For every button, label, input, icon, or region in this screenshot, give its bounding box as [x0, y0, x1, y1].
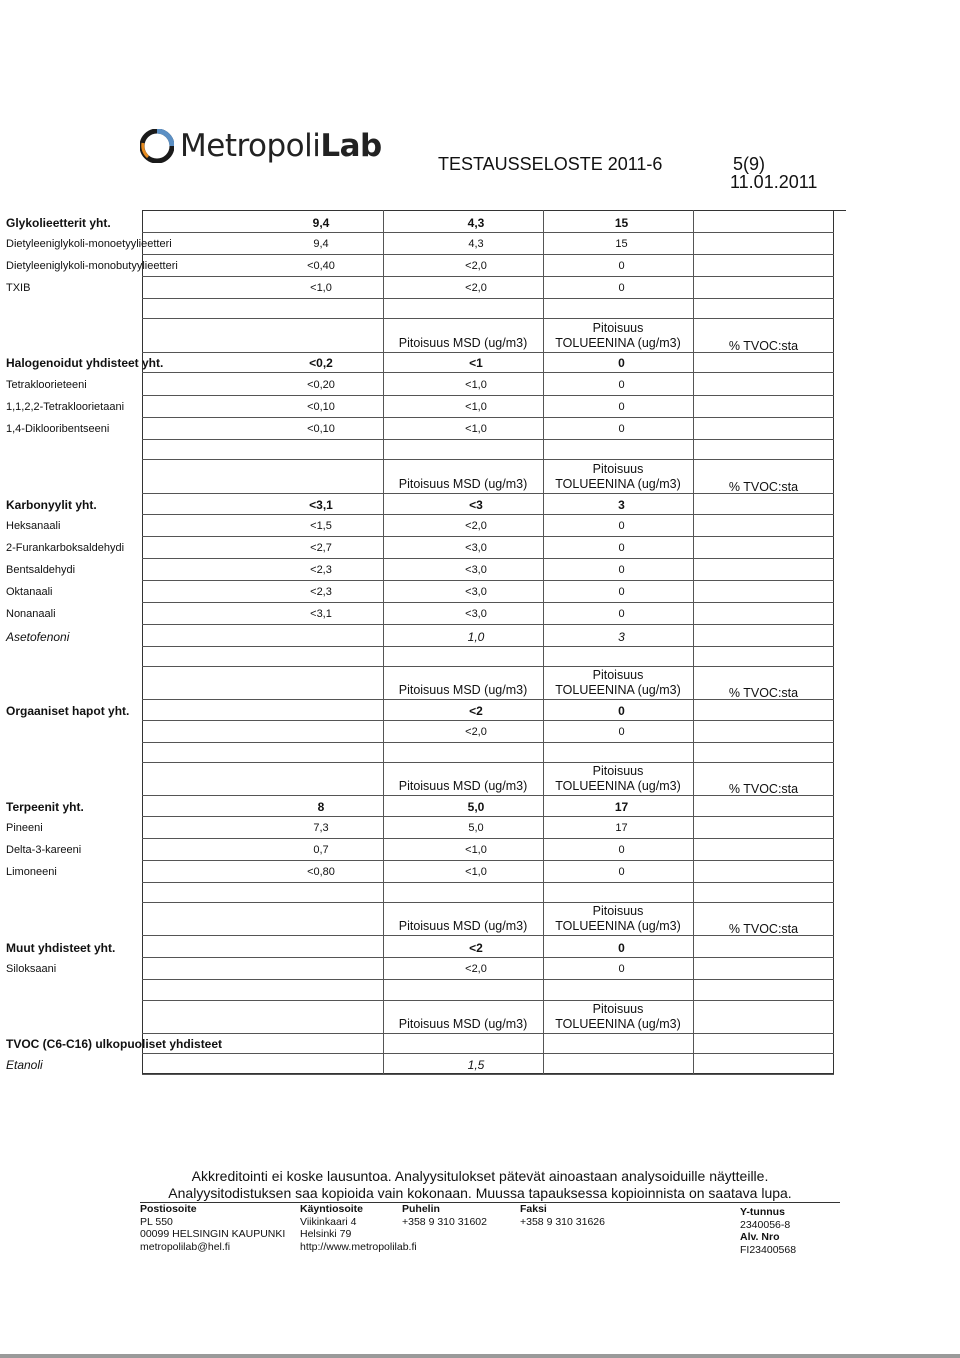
value-tvoc-percent: 17: [614, 800, 629, 814]
table-top-extension: [834, 210, 846, 211]
header-toluene-line1: Pitoisuus: [592, 321, 644, 335]
header-msd: Pitoisuus MSD (ug/m3): [398, 477, 528, 491]
row-divider: [142, 1074, 834, 1075]
header-toluene-line2: TOLUEENINA (ug/m3): [555, 477, 681, 491]
value-tvoc-percent: 15: [615, 238, 628, 250]
value-tvoc-percent: 0: [618, 586, 625, 598]
compound-name: Muut yhdisteet yht.: [6, 941, 116, 955]
column-divider: [383, 460, 384, 493]
value-toluene: <2,0: [465, 260, 487, 272]
value-toluene: <2: [469, 941, 483, 955]
compound-name: Orgaaniset hapot yht.: [6, 704, 130, 718]
compound-name: Oktanaali: [6, 586, 53, 598]
row-divider: [142, 439, 834, 440]
column-divider: [693, 935, 694, 957]
compound-name: Limoneeni: [6, 866, 57, 878]
value-tvoc-percent: 0: [618, 282, 625, 294]
compound-name: 2-Furankarboksaldehydi: [6, 542, 125, 554]
compound-name: Tetrakloorieteeni: [6, 379, 87, 391]
row-divider: [142, 602, 834, 603]
value-msd: <3,1: [310, 608, 332, 620]
row-divider: [142, 957, 834, 958]
column-divider: [383, 742, 384, 762]
column-divider: [383, 860, 384, 882]
column-divider: [543, 372, 544, 395]
column-divider: [383, 395, 384, 417]
row-divider: [142, 646, 834, 647]
value-msd: 9,4: [313, 238, 329, 250]
column-divider: [543, 580, 544, 602]
compound-name: Bentsaldehydi: [6, 564, 76, 576]
header-toluene-line1: Pitoisuus: [592, 1002, 644, 1016]
row-divider: [142, 666, 834, 667]
header-toluene-line1: Pitoisuus: [592, 462, 644, 476]
column-divider: [383, 624, 384, 646]
column-divider: [383, 602, 384, 624]
visit-label: Käyntiosoite: [300, 1203, 364, 1215]
value-tvoc-percent: 0: [618, 963, 625, 975]
value-toluene: 5,0: [468, 822, 484, 834]
column-divider: [383, 795, 384, 816]
value-msd: <0,10: [307, 401, 335, 413]
value-toluene: <3,0: [465, 564, 487, 576]
column-divider: [693, 514, 694, 536]
value-tvoc-percent: 0: [618, 542, 625, 554]
column-divider: [543, 493, 544, 514]
value-msd: 9,4: [312, 216, 330, 230]
copy-note: Analyysitodistuksen saa kopioida vain kokonaan. Muussa tapauksessa kopioinnista on saatava lupa.: [168, 1185, 792, 1201]
accreditation-note: Akkreditointi ei koske lausuntoa. Analyysitulokset pätevät ainoastaan analysoiduille näytteille.: [191, 1168, 769, 1184]
row-divider: [142, 514, 834, 515]
row-divider: [142, 720, 834, 721]
column-divider: [543, 902, 544, 935]
postal-line: 00099 HELSINGIN KAUPUNKI: [140, 1228, 286, 1240]
column-divider: [693, 666, 694, 699]
value-msd: <0,20: [307, 379, 335, 391]
column-divider: [693, 646, 694, 666]
column-divider: [543, 957, 544, 979]
value-msd: 7,3: [313, 822, 329, 834]
row-divider: [142, 395, 834, 396]
column-divider: [383, 935, 384, 957]
column-divider: [383, 536, 384, 558]
value-tvoc-percent: 17: [615, 822, 628, 834]
column-divider: [693, 276, 694, 298]
visiting-address: [300, 1203, 417, 1253]
column-divider: [543, 298, 544, 318]
metropolilab-logo-icon: [140, 129, 174, 163]
value-toluene: <2,0: [465, 520, 487, 532]
row-divider: [142, 417, 834, 418]
column-divider: [693, 319, 694, 352]
value-tvoc-percent: 0: [618, 564, 625, 576]
value-tvoc-percent: 0: [618, 401, 625, 413]
column-divider: [383, 816, 384, 838]
compound-name: Terpeenit yht.: [6, 800, 84, 814]
column-divider: [693, 957, 694, 979]
ytunnus-value: 2340056-8: [740, 1218, 791, 1231]
column-divider: [383, 417, 384, 439]
row-divider: [142, 1033, 834, 1034]
fax-info: [520, 1203, 605, 1228]
column-divider: [383, 319, 384, 352]
column-divider: [383, 580, 384, 602]
postal-address: [140, 1203, 285, 1253]
column-divider: [693, 902, 694, 935]
column-divider: [543, 860, 544, 882]
column-divider: [543, 720, 544, 742]
column-divider: [383, 1053, 384, 1074]
value-msd: 8: [317, 800, 325, 814]
value-toluene: <2,0: [465, 282, 487, 294]
column-divider: [543, 514, 544, 536]
column-divider: [693, 460, 694, 493]
header-msd: Pitoisuus MSD (ug/m3): [398, 336, 528, 350]
column-divider: [693, 742, 694, 762]
column-divider: [543, 352, 544, 372]
column-divider: [693, 439, 694, 459]
column-divider: [693, 536, 694, 558]
column-divider: [383, 276, 384, 298]
compound-name: 1,4-Diklooribentseeni: [6, 423, 110, 435]
vat-label: Alv. Nro: [740, 1231, 780, 1243]
column-divider: [383, 232, 384, 254]
column-divider: [693, 395, 694, 417]
column-divider: [543, 795, 544, 816]
column-divider: [543, 276, 544, 298]
column-divider: [693, 352, 694, 372]
value-toluene: <1,0: [465, 401, 487, 413]
column-divider: [383, 298, 384, 318]
header-toluene-line1: Pitoisuus: [592, 904, 644, 918]
row-divider: [142, 1000, 834, 1001]
header-msd: Pitoisuus MSD (ug/m3): [398, 1017, 528, 1031]
column-divider: [543, 742, 544, 762]
value-tvoc-percent: 0: [618, 423, 625, 435]
row-divider: [142, 979, 834, 980]
compound-name: Delta-3-kareeni: [6, 844, 82, 856]
column-divider: [543, 319, 544, 352]
column-divider: [693, 720, 694, 742]
value-msd: <2,3: [310, 586, 332, 598]
column-divider: [543, 558, 544, 580]
header-toluene-line1: Pitoisuus: [592, 764, 644, 778]
value-toluene: <1,0: [465, 379, 487, 391]
column-divider: [383, 210, 384, 232]
column-divider: [693, 979, 694, 1000]
row-divider: [142, 558, 834, 559]
column-divider: [693, 602, 694, 624]
value-msd: <3,1: [309, 498, 333, 512]
column-divider: [383, 838, 384, 860]
header-toluene-line2: TOLUEENINA (ug/m3): [555, 683, 681, 697]
value-tvoc-percent: 3: [618, 630, 625, 644]
column-divider: [693, 1053, 694, 1074]
row-divider: [142, 742, 834, 743]
header-tvoc: % TVOC:sta: [728, 480, 799, 494]
row-divider: [142, 459, 834, 460]
column-divider: [543, 602, 544, 624]
column-divider: [543, 1000, 544, 1033]
column-divider: [543, 417, 544, 439]
value-msd: <1,5: [310, 520, 332, 532]
row-divider: [142, 838, 834, 839]
value-toluene: <1,0: [465, 844, 487, 856]
compound-name: Halogenoidut yhdisteet yht.: [6, 356, 164, 370]
column-divider: [383, 1033, 384, 1053]
postal-label: Postiosoite: [140, 1203, 197, 1215]
header-toluene-line2: TOLUEENINA (ug/m3): [555, 919, 681, 933]
visit-line: Viikinkaari 4: [300, 1215, 357, 1228]
column-divider: [693, 254, 694, 276]
metropolilab-logo: [140, 128, 382, 164]
value-toluene: 1,5: [467, 1058, 485, 1072]
column-divider: [543, 1053, 544, 1074]
value-toluene: 4,3: [467, 216, 485, 230]
compound-name: Pineeni: [6, 822, 43, 834]
compound-name: Glykolieetterit yht.: [6, 216, 111, 230]
column-divider: [543, 232, 544, 254]
column-divider: [543, 254, 544, 276]
compound-name: Nonanaali: [6, 608, 56, 620]
column-divider: [543, 838, 544, 860]
compound-name: Etanoli: [6, 1058, 43, 1072]
value-msd: <0,40: [307, 260, 335, 272]
compound-name: 1,1,2,2-Tetrakloorietaani: [6, 401, 125, 413]
column-divider: [543, 935, 544, 957]
value-tvoc-percent: 0: [618, 520, 625, 532]
business-id-info: [740, 1206, 796, 1256]
header-toluene-line1: Pitoisuus: [592, 668, 644, 682]
column-divider: [693, 298, 694, 318]
fax-number: +358 9 310 31626: [520, 1215, 605, 1228]
column-divider: [693, 417, 694, 439]
column-divider: [693, 860, 694, 882]
row-divider: [142, 762, 834, 763]
column-divider: [383, 558, 384, 580]
header-toluene-line2: TOLUEENINA (ug/m3): [555, 1017, 681, 1031]
column-divider: [693, 882, 694, 902]
compound-name: Siloksaani: [6, 963, 57, 975]
ytunnus-label: Y-tunnus: [740, 1206, 785, 1218]
value-msd: <2,7: [310, 542, 332, 554]
row-divider: [142, 276, 834, 277]
column-divider: [543, 460, 544, 493]
column-divider: [693, 699, 694, 720]
value-tvoc-percent: 0: [618, 844, 625, 856]
row-divider: [142, 318, 834, 319]
column-divider: [693, 232, 694, 254]
column-divider: [383, 666, 384, 699]
value-tvoc-percent: 0: [618, 866, 625, 878]
compound-name: Asetofenoni: [6, 630, 70, 644]
fax-label: Faksi: [520, 1203, 547, 1215]
page-number: 5(9): [733, 154, 766, 174]
row-divider: [142, 624, 834, 625]
column-divider: [693, 1000, 694, 1033]
compound-name: Heksanaali: [6, 520, 61, 532]
column-divider: [693, 558, 694, 580]
visit-line: Helsinki 79: [300, 1228, 352, 1240]
value-toluene: <2,0: [465, 726, 487, 738]
value-tvoc-percent: 0: [618, 608, 625, 620]
row-divider: [142, 816, 834, 817]
value-msd: 0,7: [313, 844, 329, 856]
column-divider: [383, 439, 384, 459]
column-divider: [383, 882, 384, 902]
header-toluene-line2: TOLUEENINA (ug/m3): [555, 779, 681, 793]
row-divider: [142, 882, 834, 883]
value-msd: <1,0: [310, 282, 332, 294]
value-tvoc-percent: 15: [614, 216, 629, 230]
column-divider: [383, 646, 384, 666]
value-toluene: <1,0: [465, 866, 487, 878]
compound-name: Dietyleeniglykoli-monoetyylieetteri: [6, 238, 172, 250]
value-tvoc-percent: 0: [618, 356, 625, 370]
email-link[interactable]: metropolilab@hel.fi: [140, 1240, 231, 1253]
value-msd: <0,10: [307, 423, 335, 435]
column-divider: [383, 493, 384, 514]
column-divider: [383, 352, 384, 372]
value-tvoc-percent: 0: [618, 704, 625, 718]
column-divider: [383, 902, 384, 935]
row-divider: [142, 372, 834, 373]
compound-name: Dietyleeniglykoli-monobutyylieetteri: [6, 260, 178, 272]
value-toluene: 5,0: [467, 800, 485, 814]
column-divider: [543, 762, 544, 795]
page-scan-edge: [0, 1354, 960, 1358]
phone-number: +358 9 310 31602: [402, 1215, 487, 1228]
row-divider: [142, 902, 834, 903]
column-divider: [693, 762, 694, 795]
column-divider: [693, 210, 694, 232]
column-divider: [383, 957, 384, 979]
column-divider: [543, 395, 544, 417]
row-divider: [142, 860, 834, 861]
column-divider: [543, 536, 544, 558]
value-toluene: <3,0: [465, 586, 487, 598]
row-divider: [142, 298, 834, 299]
header-msd: Pitoisuus MSD (ug/m3): [398, 683, 528, 697]
column-divider: [543, 666, 544, 699]
report-date: 11.01.2011: [730, 172, 818, 192]
value-msd: <0,80: [307, 866, 335, 878]
column-divider: [383, 762, 384, 795]
column-divider: [693, 493, 694, 514]
value-toluene: <3,0: [465, 542, 487, 554]
vat-value: FI23400568: [740, 1243, 797, 1256]
compound-name: TVOC (C6-C16) ulkopuoliset yhdisteet: [6, 1037, 223, 1051]
column-divider: [693, 795, 694, 816]
header-toluene-line2: TOLUEENINA (ug/m3): [555, 336, 681, 350]
row-divider: [142, 232, 834, 233]
value-tvoc-percent: 3: [618, 498, 625, 512]
value-tvoc-percent: 0: [618, 941, 625, 955]
row-divider: [142, 1053, 834, 1054]
column-divider: [383, 720, 384, 742]
column-divider: [543, 816, 544, 838]
value-toluene: <3: [469, 498, 483, 512]
value-msd: <2,3: [310, 564, 332, 576]
column-divider: [383, 254, 384, 276]
header-tvoc: % TVOC:sta: [728, 686, 799, 700]
column-divider: [693, 624, 694, 646]
column-divider: [543, 882, 544, 902]
phone-label: Puhelin: [402, 1203, 440, 1215]
value-toluene: <1: [469, 356, 483, 370]
column-divider: [543, 979, 544, 1000]
column-divider: [383, 699, 384, 720]
column-divider: [543, 646, 544, 666]
column-divider: [693, 372, 694, 395]
column-divider: [383, 1000, 384, 1033]
value-toluene: 4,3: [468, 238, 484, 250]
value-msd: <0,2: [309, 356, 333, 370]
row-divider: [142, 254, 834, 255]
header-tvoc: % TVOC:sta: [728, 922, 799, 936]
website-link[interactable]: http://www.metropolilab.fi: [300, 1240, 417, 1253]
column-divider: [543, 1033, 544, 1053]
header-msd: Pitoisuus MSD (ug/m3): [398, 779, 528, 793]
column-divider: [693, 816, 694, 838]
value-toluene: <2,0: [465, 963, 487, 975]
column-divider: [693, 838, 694, 860]
compound-name: TXIB: [6, 282, 31, 294]
value-toluene: <1,0: [465, 423, 487, 435]
value-tvoc-percent: 0: [618, 379, 625, 391]
value-toluene: <2: [469, 704, 483, 718]
column-divider: [383, 514, 384, 536]
value-toluene: <3,0: [465, 608, 487, 620]
value-tvoc-percent: 0: [618, 726, 625, 738]
logo-text: MetropoliLab: [180, 128, 382, 164]
postal-line: PL 550: [140, 1215, 173, 1228]
row-divider: [142, 580, 834, 581]
header-msd: Pitoisuus MSD (ug/m3): [398, 919, 528, 933]
header-tvoc: % TVOC:sta: [728, 782, 799, 796]
value-tvoc-percent: 0: [618, 260, 625, 272]
value-toluene: 1,0: [467, 630, 485, 644]
phone-info: [402, 1203, 487, 1228]
column-divider: [383, 372, 384, 395]
column-divider: [543, 699, 544, 720]
column-divider: [383, 979, 384, 1000]
report-title: TESTAUSSELOSTE 2011-6: [438, 154, 663, 174]
column-divider: [543, 624, 544, 646]
column-divider: [543, 210, 544, 232]
column-divider: [543, 439, 544, 459]
row-divider: [142, 536, 834, 537]
compound-name: Karbonyylit yht.: [6, 498, 97, 512]
column-divider: [693, 580, 694, 602]
column-divider: [693, 1033, 694, 1053]
header-tvoc: % TVOC:sta: [728, 339, 799, 353]
